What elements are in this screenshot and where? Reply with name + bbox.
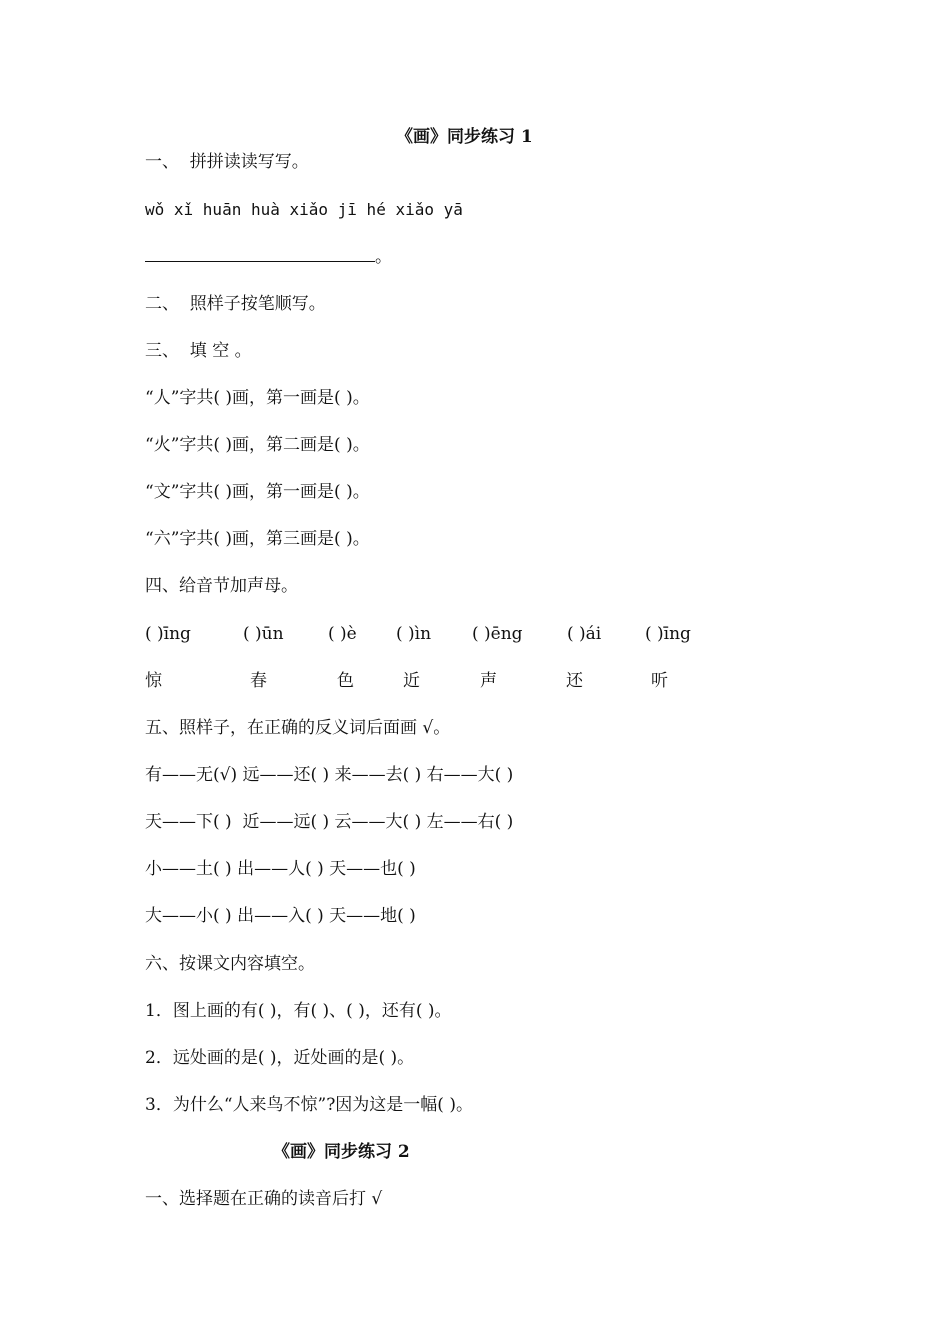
stroke-question: “文”字共( )画，第一画是( )。: [145, 482, 370, 502]
pinyin-line: wǒ xǐ huān huà xiǎo jī hé xiǎo yā: [145, 200, 463, 219]
antonym-row: 小——土( ) 出——人( ) 天——也( ): [145, 859, 416, 879]
syllable-char: 听: [651, 671, 668, 691]
text-question: 2．远处画的是( )，近处画的是( )。: [145, 1048, 415, 1068]
syllable-char: 还: [566, 671, 583, 691]
antonym-row: 有——无(√) 远——还( ) 来——去( ) 右——大( ): [145, 765, 514, 785]
syllable-blank: ( )īng: [645, 624, 691, 644]
antonym-row: 大——小( ) 出——入( ) 天——地( ): [145, 906, 416, 926]
stroke-question: “人”字共( )画，第一画是( )。: [145, 388, 370, 408]
syllable-char: 春: [250, 671, 267, 691]
section-5-heading: 五、照样子，在正确的反义词后面画 √。: [145, 718, 451, 738]
section-2-heading: 二、 照样子按笔顺写。: [145, 294, 326, 314]
syllable-char: 声: [480, 671, 497, 691]
stroke-question: “火”字共( )画，第二画是( )。: [145, 435, 370, 455]
text-question: 3．为什么“人来鸟不惊”?因为这是一幅( )。: [145, 1095, 473, 1115]
exercise-1-title: 《画》同步练习 1: [396, 127, 533, 147]
syllable-char: 惊: [145, 671, 162, 691]
answer-line-end: 。: [375, 247, 392, 267]
text-question: 1．图上画的有( )，有( )、( )，还有( )。: [145, 1001, 452, 1021]
syllable-char: 色: [337, 671, 354, 691]
answer-line: [145, 246, 392, 268]
syllable-blank: ( )ái: [567, 624, 602, 644]
section-3-heading: 三、 填 空 。: [145, 341, 252, 361]
syllable-blank: ( )è: [328, 624, 357, 644]
answer-blank[interactable]: [145, 246, 375, 262]
section-4-heading: 四、给音节加声母。: [145, 576, 298, 596]
syllable-char: 近: [403, 671, 420, 691]
syllable-blank: ( )ūn: [243, 624, 284, 644]
antonym-row: 天——下( ) 近——远( ) 云——大( ) 左——右( ): [145, 812, 514, 832]
syllable-blank: ( )ìn: [396, 624, 432, 644]
section-7-heading: 一、选择题在正确的读音后打 √: [145, 1189, 383, 1209]
exercise-2-title: 《画》同步练习 2: [273, 1142, 410, 1162]
section-1-heading: 一、 拼拼读读写写。: [145, 152, 309, 172]
syllable-blank: ( )īng: [145, 624, 191, 644]
stroke-question: “六”字共( )画，第三画是( )。: [145, 529, 370, 549]
section-6-heading: 六、按课文内容填空。: [145, 954, 315, 974]
syllable-blank: ( )ēng: [472, 624, 523, 644]
